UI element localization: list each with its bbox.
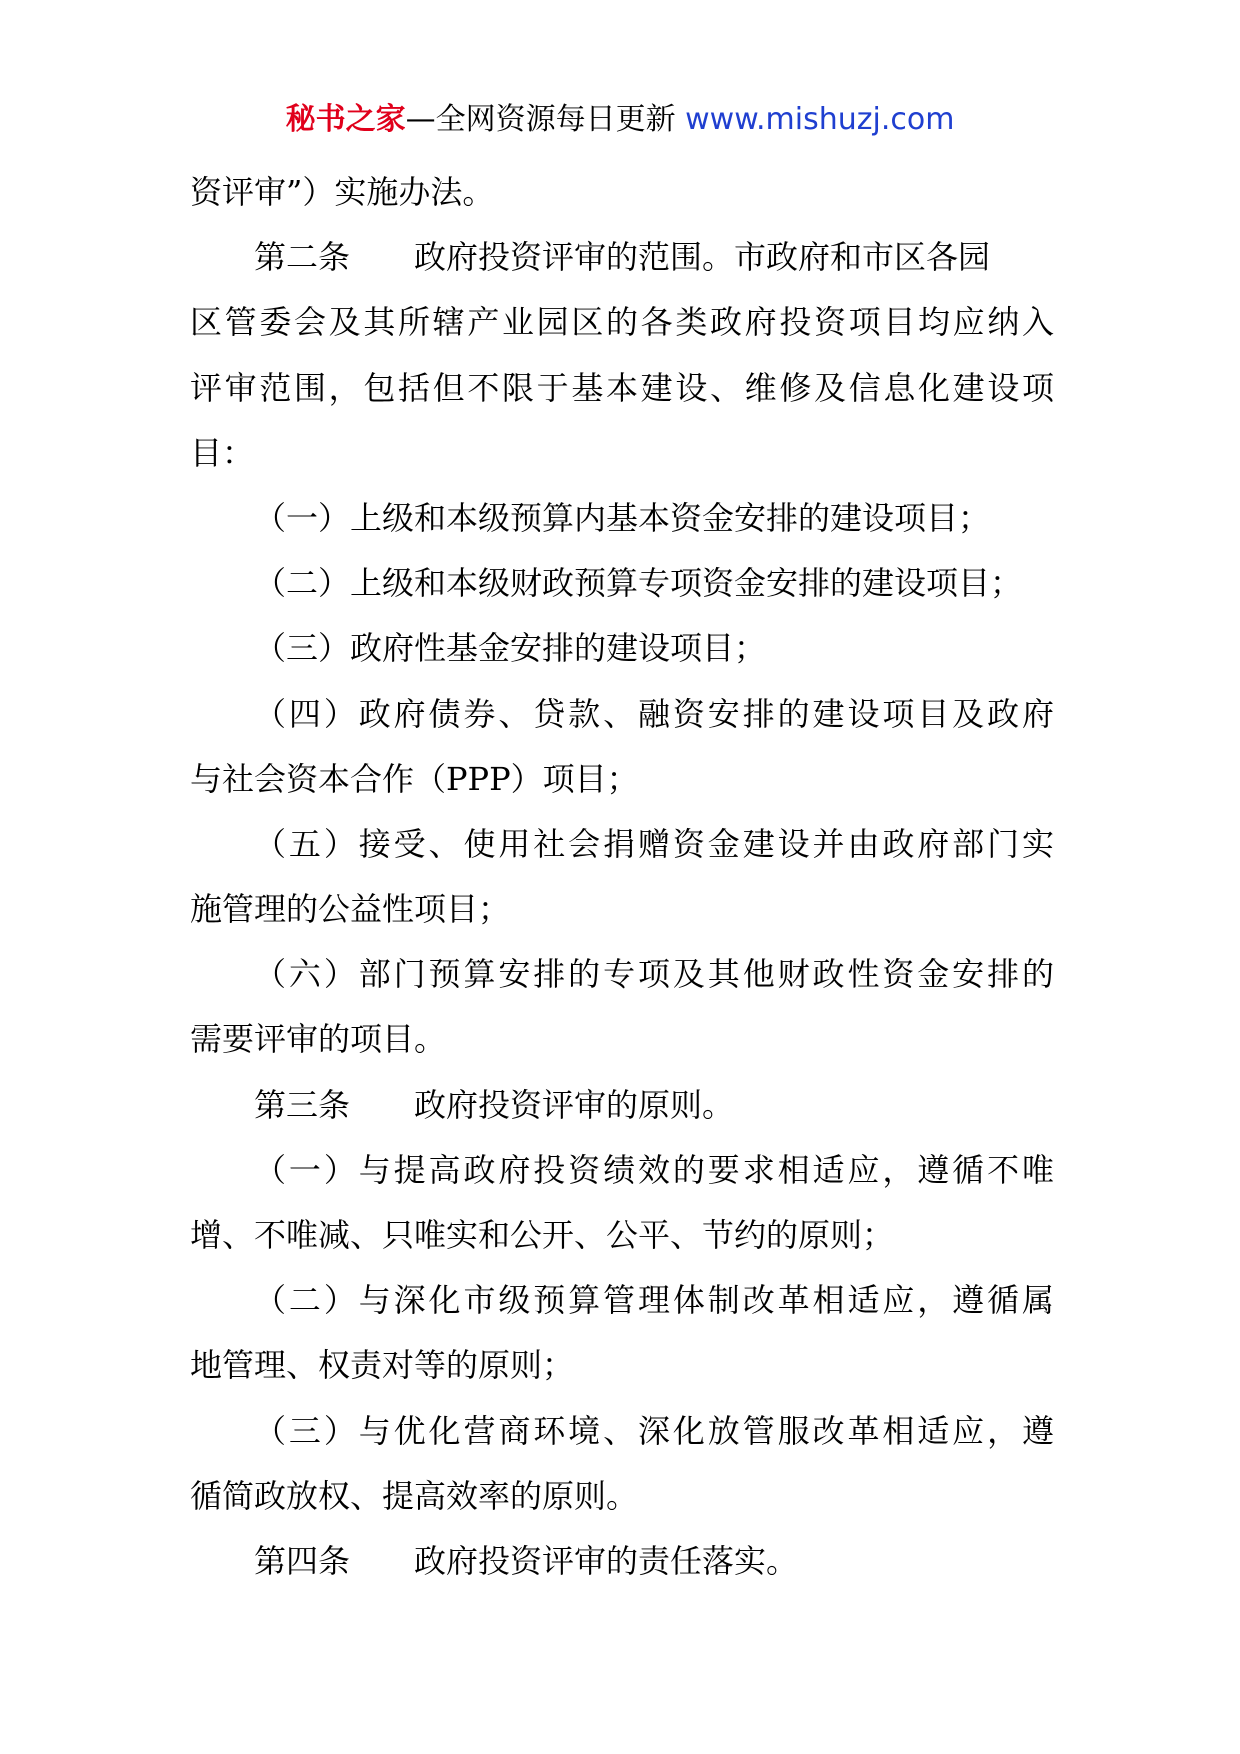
paragraph-line: 资评审”）实施办法。 (190, 173, 495, 211)
article-number: 第二条 (254, 238, 351, 277)
list-item: （三）政府性基金安排的建设项目； (254, 629, 767, 668)
list-item: （二）与深化市级预算管理体制改革相适应，遵循属 (254, 1281, 1054, 1320)
article-number: 第四条 (254, 1541, 351, 1580)
paragraph-line: 地管理、权责对等的原则； (190, 1346, 575, 1385)
list-item: （三）与优化营商环境、深化放管服改革相适应，遵 (254, 1411, 1054, 1450)
article-title: 政府投资评审的责任落实。 (414, 1541, 799, 1580)
paragraph-line: 需要评审的项目。 (190, 1020, 447, 1059)
document-body (190, 160, 1054, 1594)
paragraph-line: 循简政放权、提高效率的原则。 (190, 1476, 639, 1515)
paragraph-line: 与社会资本合作（PPP）项目； (190, 759, 639, 798)
article-4-heading (190, 1529, 1054, 1594)
paragraph-line: 施管理的公益性项目； (190, 890, 511, 929)
site-url-link[interactable]: www.mishuzj.com (685, 102, 955, 137)
list-item: （一）上级和本级预算内基本资金安排的建设项目； (254, 498, 991, 537)
article-title: 政府投资评审的原则。 (414, 1085, 735, 1124)
article-2-heading (190, 225, 1054, 290)
paragraph-line: 评审范围，包括但不限于基本建设、维修及信息化建设项 (190, 368, 1054, 407)
list-item: （六）部门预算安排的专项及其他财政性资金安排的 (254, 955, 1054, 994)
list-item: （一）与提高政府投资绩效的要求相适应，遵循不唯 (254, 1150, 1054, 1189)
header-tagline: —全网资源每日更新 (405, 102, 676, 137)
paragraph-line: 目： (190, 433, 255, 472)
paragraph-line: 增、不唯减、只唯实和公开、公平、节约的原则； (190, 1216, 895, 1254)
article-number: 第三条 (254, 1085, 351, 1124)
article-3-heading (190, 1073, 1054, 1138)
list-item: （四）政府债券、贷款、融资安排的建设项目及政府 (254, 694, 1054, 733)
site-header-banner (0, 100, 1240, 140)
list-item: （五）接受、使用社会捐赠资金建设并由政府部门实 (254, 824, 1054, 863)
brand-name: 秘书之家 (285, 102, 406, 137)
paragraph-line: 区管委会及其所辖产业园区的各类政府投资项目均应纳入 (190, 303, 1054, 342)
list-item: （二）上级和本级财政预算专项资金安排的建设项目； (254, 564, 1023, 603)
article-title: 政府投资评审的范围。市政府和市区各园 (414, 238, 991, 277)
